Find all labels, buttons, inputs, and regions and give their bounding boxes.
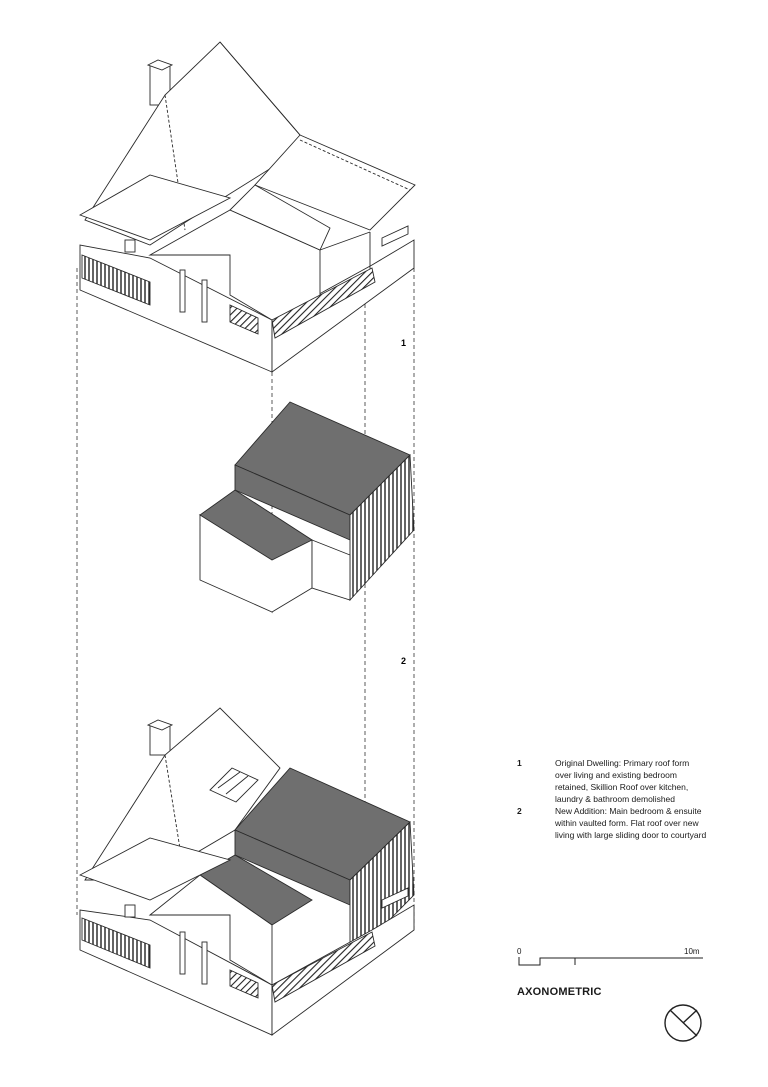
- legend-number: 2: [517, 806, 522, 816]
- north-point-icon: [665, 1005, 701, 1041]
- legend-item: [517, 805, 707, 841]
- scale-start-label: 0: [517, 947, 522, 956]
- legend: [517, 757, 707, 841]
- legend-item: [517, 757, 707, 805]
- scale-end-label: 10m: [684, 947, 700, 956]
- combined-dwelling-axonometric: [80, 708, 414, 1035]
- legend-text: Original Dwelling: Primary roof form over living and existing bedroom retained, Skillion Roof over kitchen, laundry & bathroom demolished: [555, 758, 690, 804]
- label-2: 2: [401, 656, 407, 666]
- legend-number: 1: [517, 758, 522, 768]
- label-1: 1: [401, 338, 407, 348]
- scale-bar: [519, 957, 703, 965]
- new-addition-axonometric: [200, 402, 414, 612]
- original-dwelling-axonometric: [80, 42, 415, 372]
- drawing-title: AXONOMETRIC: [517, 986, 602, 998]
- legend-text: New Addition: Main bedroom & ensuite within vaulted form. Flat roof over new living with large sliding door to courtyard: [555, 806, 707, 840]
